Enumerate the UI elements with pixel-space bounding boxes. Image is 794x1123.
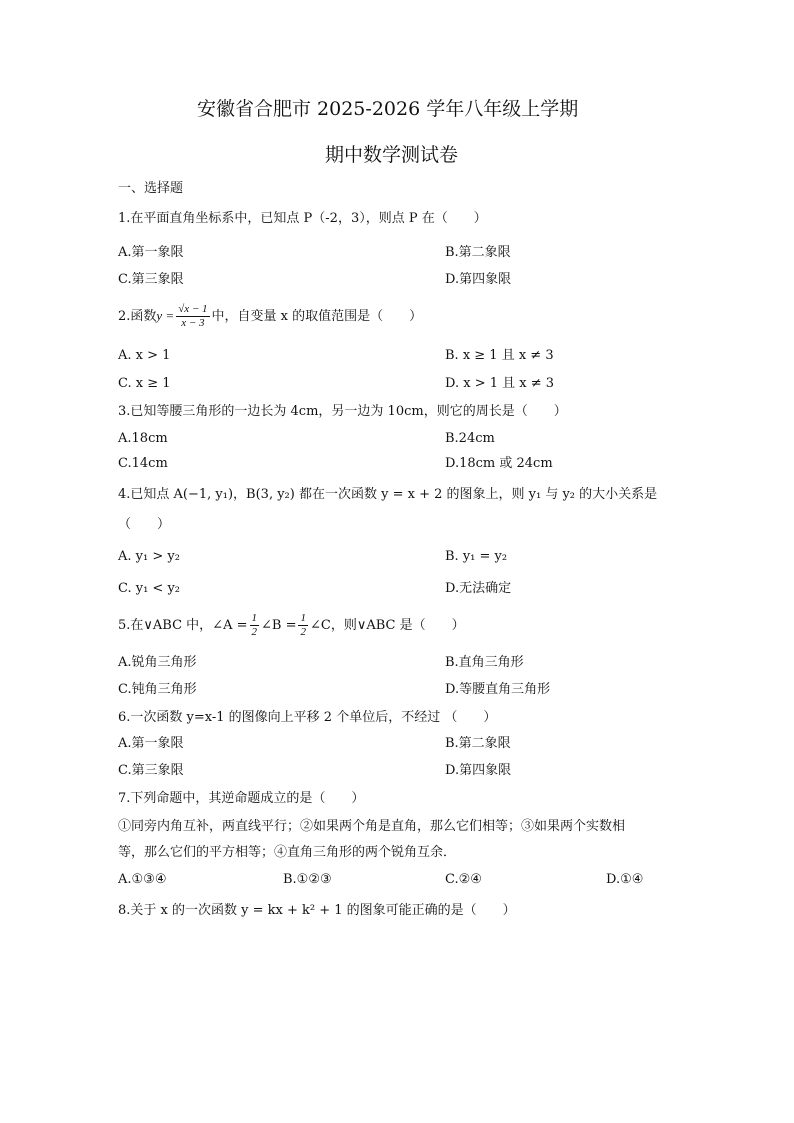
question-2-option-c: C. x ≥ 1 [118,376,171,391]
question-6-stem: 6.一次函数 y=x-1 的图像向上平移 2 个单位后，不经过 （ ） [118,710,497,725]
question-6-option-a: A.第一象限 [118,736,184,751]
question-2-fraction-denominator: x − 3 [181,317,205,329]
question-6-option-d: D.第四象限 [445,763,512,778]
document-title-line1: 安徽省合肥市 2025-2026 学年八年级上学期 [197,98,579,120]
question-5-fraction-1-denominator: 2 [251,626,257,638]
question-2-fraction [176,303,209,330]
question-5-option-b: B.直角三角形 [445,655,524,670]
question-5-fraction-2-numerator: 1 [300,612,306,624]
question-5-option-c: C.钝角三角形 [118,682,197,697]
question-6-option-b: B.第二象限 [445,736,511,751]
question-3-option-d: D.18cm 或 24cm [445,456,553,471]
question-2-option-b: B. x ≥ 1 且 x ≠ 3 [445,348,554,363]
question-3-stem: 3.已知等腰三角形的一边长为 4cm，另一边为 10cm，则它的周长是（ ） [118,404,567,419]
question-3-option-a: A.18cm [118,431,168,446]
question-7-stem: 7.下列命题中，其逆命题成立的是（ ） [118,791,365,806]
question-7-option-c: C.②④ [445,872,482,887]
question-5-fraction-1 [250,612,260,639]
question-5-fraction-1-numerator: 1 [251,612,257,624]
question-7-option-d: D.①④ [606,872,644,887]
question-3-option-c: C.14cm [118,456,168,471]
question-2-option-a: A. x > 1 [118,348,171,363]
question-4-option-a: A. y₁ > y₂ [118,549,180,564]
question-4-stem: 4.已知点 A(−1, y₁)，B(3, y₂) 都在一次函数 y = x + 2 的图象上，则 y₁ 与 y₂ 的大小关系是 [118,487,658,502]
question-4-stem-continued: （ ） [118,517,171,532]
question-5-stem [118,612,465,640]
question-5-fraction-2-denominator: 2 [300,626,306,638]
question-7-option-b: B.①②③ [283,872,332,887]
question-2-fraction-numerator: √x − 1 [178,303,208,315]
question-5-middle: ∠B = [261,618,297,633]
question-5-suffix: ∠C，则∨ABC 是（ ） [309,618,465,633]
question-1-stem: 1.在平面直角坐标系中，已知点 P（-2，3），则点 P 在（ ） [118,211,487,226]
question-4-option-d: D.无法确定 [445,581,512,596]
question-1-option-c: C.第三象限 [118,272,184,287]
question-4-option-c: C. y₁ < y₂ [118,581,181,596]
question-2-suffix: 中，自变量 x 的取值范围是（ ） [211,309,423,324]
question-3-option-b: B.24cm [445,431,495,446]
question-1-option-b: B.第二象限 [445,245,511,260]
document-title-line2: 期中数学测试卷 [325,144,459,166]
question-2-function-lhs: y = [156,308,175,323]
question-2-option-d: D. x > 1 且 x ≠ 3 [445,376,555,391]
question-7-statements-line2: 等，那么它们的平方相等；④直角三角形的两个锐角互余． [118,845,457,860]
question-7-statements-line1: ①同旁内角互补，两直线平行；②如果两个角是直角，那么它们相等；③如果两个实数相 [118,819,626,834]
question-2-stem [118,302,422,331]
question-1-option-a: A.第一象限 [118,245,184,260]
question-6-option-c: C.第三象限 [118,763,184,778]
question-2-prefix: 2.函数 [118,309,157,324]
question-5-option-a: A.锐角三角形 [118,655,197,670]
question-7-option-a: A.①③④ [118,872,167,887]
section-heading: 一、选择题 [118,181,184,196]
question-1-option-d: D.第四象限 [445,272,512,287]
question-5-prefix: 5.在∨ABC 中，∠A = [118,618,248,633]
question-4-option-b: B. y₁ = y₂ [445,549,508,564]
question-8-stem: 8.关于 x 的一次函数 y = kx + k² + 1 的图象可能正确的是（ ） [118,903,516,918]
question-5-option-d: D.等腰直角三角形 [445,682,551,697]
question-5-fraction-2 [298,612,308,639]
